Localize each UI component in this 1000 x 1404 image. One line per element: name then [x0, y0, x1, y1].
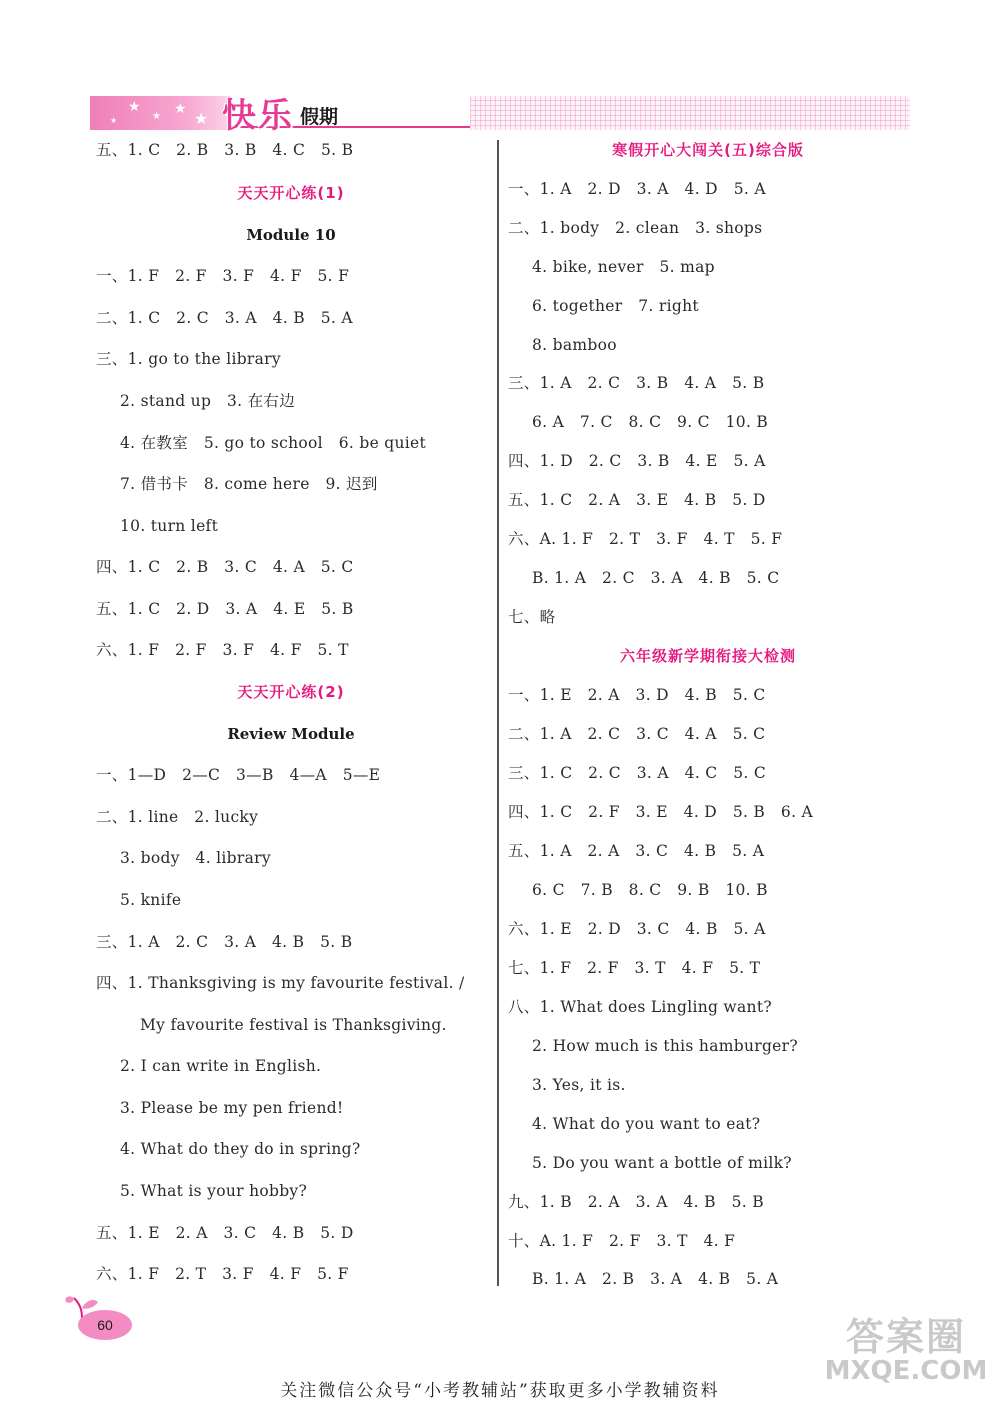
watermark-logo-text: 答案圈 — [845, 1315, 966, 1359]
answer-line: 一、1—D 2—C 3—B 4—A 5—E — [96, 766, 381, 784]
answer-line: 6. together 7. right — [532, 297, 699, 315]
answer-line: 2. How much is this hamburger? — [532, 1037, 798, 1055]
answer-line: 五、1. C 2. D 3. A 4. E 5. B — [96, 600, 354, 618]
answer-line: 一、1. F 2. F 3. F 4. F 5. F — [96, 267, 350, 285]
answer-line: 7. 借书卡 8. come here 9. 迟到 — [120, 475, 378, 493]
answer-line: 三、1. A 2. C 3. A 4. B 5. B — [96, 933, 353, 951]
answer-line: 2. I can write in English. — [120, 1057, 322, 1075]
answer-line: 六、1. F 2. F 3. F 4. F 5. T — [96, 641, 349, 659]
answer-line: 二、1. A 2. C 3. C 4. A 5. C — [508, 725, 766, 743]
star-icon: ★ — [128, 99, 141, 115]
answer-line: 6. C 7. B 8. C 9. B 10. B — [532, 881, 768, 899]
answer-line: 3. Yes, it is. — [532, 1076, 626, 1094]
answer-line: 四、1. D 2. C 3. B 4. E 5. A — [508, 452, 766, 470]
header-title: 快乐 — [222, 96, 294, 136]
answer-line: 五、1. E 2. A 3. C 4. B 5. D — [96, 1224, 354, 1242]
answer-line: My favourite festival is Thanksgiving. — [140, 1016, 447, 1034]
answer-line: 5. What is your hobby? — [120, 1182, 308, 1200]
answer-line: 4. What do you want to eat? — [532, 1115, 761, 1133]
answer-line: 5. knife — [120, 891, 182, 909]
answer-line: 5. Do you want a bottle of milk? — [532, 1154, 792, 1172]
star-icon: ★ — [174, 101, 187, 117]
answer-line: 七、略 — [508, 608, 556, 626]
answer-line: 10. turn left — [120, 517, 219, 535]
watermark-url: MXQE.COM — [824, 1356, 988, 1386]
answer-line: 一、1. A 2. D 3. A 4. D 5. A — [508, 180, 766, 198]
answer-line: 六、1. F 2. T 3. F 4. F 5. F — [96, 1265, 349, 1283]
answer-line: 三、1. A 2. C 3. B 4. A 5. B — [508, 374, 765, 392]
section-heading: 六年级新学期衔接大检测 — [619, 647, 796, 665]
module-title: Review Module — [227, 725, 355, 743]
star-icon: ★ — [110, 116, 118, 125]
header-grid-band — [470, 96, 910, 130]
page-header — [90, 86, 912, 136]
answer-line: 五、1. A 2. A 3. C 4. B 5. A — [508, 842, 765, 860]
answer-line: 五、1. C 2. B 3. B 4. C 5. B — [96, 141, 354, 159]
page-number-badge — [78, 1310, 132, 1340]
answer-line: 二、1. line 2. lucky — [96, 808, 259, 826]
section-heading: 天天开心练(1) — [237, 184, 345, 202]
answer-line: 3. body 4. library — [120, 849, 271, 867]
footer-note: 关注微信公众号“小考教辅站”获取更多小学教辅资料 — [280, 1381, 720, 1401]
answer-line: 四、1. C 2. F 3. E 4. D 5. B 6. A — [508, 803, 814, 821]
page-number: 60 — [97, 1317, 113, 1333]
answer-line: 八、1. What does Lingling want? — [508, 998, 772, 1016]
answer-line: 2. stand up 3. 在右边 — [120, 392, 295, 410]
answer-line: 五、1. C 2. A 3. E 4. B 5. D — [508, 491, 766, 509]
answer-line: 4. 在教室 5. go to school 6. be quiet — [120, 434, 427, 452]
answer-line: 九、1. B 2. A 3. A 4. B 5. B — [508, 1193, 764, 1211]
answer-line: 三、1. C 2. C 3. A 4. C 5. C — [508, 764, 767, 782]
answer-line: 六、1. E 2. D 3. C 4. B 5. A — [508, 920, 766, 938]
answer-line: 二、1. C 2. C 3. A 4. B 5. A — [96, 309, 353, 327]
answer-line: 二、1. body 2. clean 3. shops — [508, 219, 763, 237]
star-icon: ★ — [194, 109, 209, 128]
section-heading: 寒假开心大闯关(五)综合版 — [612, 141, 804, 159]
star-icon: ★ — [152, 111, 161, 122]
answer-line: 三、1. go to the library — [96, 350, 281, 368]
answer-line: 十、A. 1. F 2. F 3. T 4. F — [508, 1232, 736, 1250]
answer-line: 3. Please be my pen friend! — [120, 1099, 344, 1117]
answer-line: 4. bike, never 5. map — [532, 258, 715, 276]
answer-line: 8. bamboo — [532, 336, 617, 354]
answer-line: 6. A 7. C 8. C 9. C 10. B — [532, 413, 769, 431]
column-divider — [497, 140, 499, 1286]
module-title: Module 10 — [246, 226, 336, 244]
answer-line: 七、1. F 2. F 3. T 4. F 5. T — [508, 959, 761, 977]
answer-line: B. 1. A 2. C 3. A 4. B 5. C — [532, 569, 780, 587]
answer-line: B. 1. A 2. B 3. A 4. B 5. A — [532, 1270, 779, 1288]
header-subtitle: 假期 — [300, 106, 339, 128]
header-banner — [90, 96, 230, 130]
answer-line: 四、1. C 2. B 3. C 4. A 5. C — [96, 558, 354, 576]
section-heading: 天天开心练(2) — [237, 683, 345, 701]
answer-line: 六、A. 1. F 2. T 3. F 4. T 5. F — [508, 530, 783, 548]
answer-line: 四、1. Thanksgiving is my favourite festival. / — [96, 974, 465, 992]
answer-line: 一、1. E 2. A 3. D 4. B 5. C — [508, 686, 766, 704]
answer-line: 4. What do they do in spring? — [120, 1140, 361, 1158]
